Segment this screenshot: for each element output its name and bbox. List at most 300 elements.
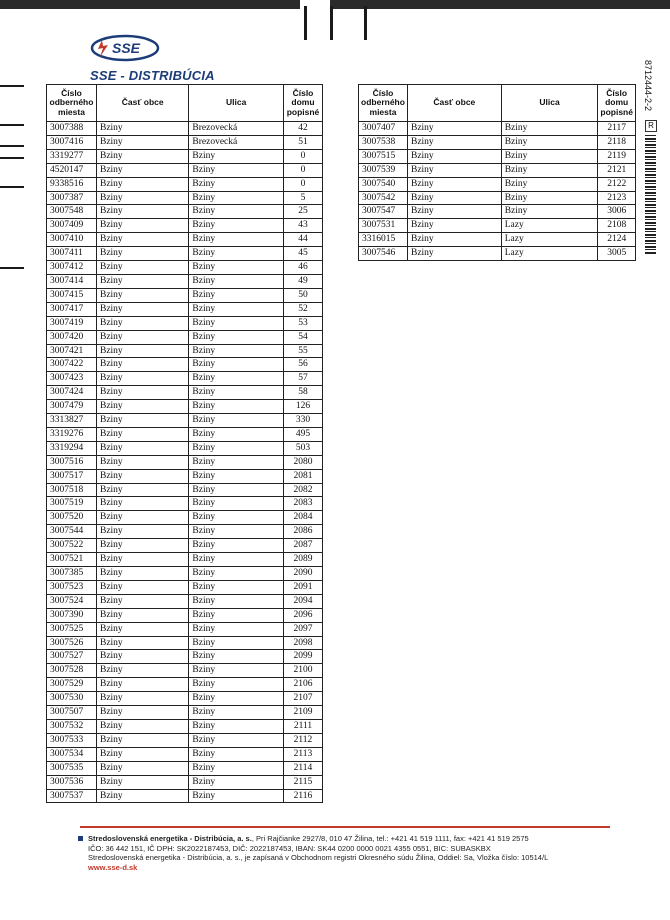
table-row bbox=[47, 274, 323, 288]
cell-ulica: Bziny bbox=[189, 400, 284, 414]
cell-ulica: Bziny bbox=[501, 163, 598, 177]
cell-cast-obce: Bziny bbox=[96, 288, 188, 302]
cell-cast-obce: Bziny bbox=[96, 122, 188, 136]
cell-cislo: 3007516 bbox=[47, 455, 97, 469]
cell-cast-obce: Bziny bbox=[96, 400, 188, 414]
cell-cast-obce: Bziny bbox=[96, 650, 188, 664]
cell-ulica: Bziny bbox=[189, 553, 284, 567]
cell-cislo: 3007407 bbox=[359, 122, 408, 136]
table-row bbox=[47, 414, 323, 428]
table-row bbox=[359, 191, 636, 205]
cell-cislo: 3007521 bbox=[47, 553, 97, 567]
cell-cislo: 3007528 bbox=[47, 664, 97, 678]
cell-cislo: 3007409 bbox=[47, 219, 97, 233]
left-table bbox=[46, 84, 323, 803]
cell-popisne: 45 bbox=[283, 247, 322, 261]
cell-popisne: 2108 bbox=[598, 219, 636, 233]
cell-popisne: 50 bbox=[283, 288, 322, 302]
cell-cislo: 3007518 bbox=[47, 483, 97, 497]
table-row bbox=[47, 302, 323, 316]
cell-cast-obce: Bziny bbox=[407, 177, 501, 191]
table-row bbox=[47, 247, 323, 261]
cell-popisne: 2112 bbox=[283, 733, 322, 747]
cell-cislo: 3007522 bbox=[47, 539, 97, 553]
cell-cast-obce: Bziny bbox=[96, 678, 188, 692]
table-row bbox=[47, 358, 323, 372]
cell-ulica: Bziny bbox=[189, 636, 284, 650]
cell-ulica: Bziny bbox=[189, 455, 284, 469]
cell-popisne: 2081 bbox=[283, 469, 322, 483]
cell-cast-obce: Bziny bbox=[96, 372, 188, 386]
header-cast-obce: Časť obce bbox=[407, 85, 501, 122]
footer-ids: IČO: 36 442 151, IČ DPH: SK2022187453, DIČ: 2022187453, IBAN: SK44 0200 0000 0021 4355 0551, BIC: SUBASKBX bbox=[88, 843, 491, 853]
table-row bbox=[47, 608, 323, 622]
cell-popisne: 56 bbox=[283, 358, 322, 372]
cell-ulica: Bziny bbox=[189, 288, 284, 302]
cell-ulica: Bziny bbox=[501, 177, 598, 191]
cell-popisne: 2106 bbox=[283, 678, 322, 692]
cell-cast-obce: Bziny bbox=[96, 163, 188, 177]
cell-popisne: 0 bbox=[283, 149, 322, 163]
cell-cast-obce: Bziny bbox=[96, 330, 188, 344]
cell-cast-obce: Bziny bbox=[96, 316, 188, 330]
cell-cislo: 3007531 bbox=[359, 219, 408, 233]
cell-cislo: 3319277 bbox=[47, 149, 97, 163]
cell-cast-obce: Bziny bbox=[96, 706, 188, 720]
table-row bbox=[47, 525, 323, 539]
cell-popisne: 2094 bbox=[283, 594, 322, 608]
cell-cast-obce: Bziny bbox=[96, 344, 188, 358]
cell-cislo: 3319294 bbox=[47, 441, 97, 455]
cell-popisne: 57 bbox=[283, 372, 322, 386]
cell-popisne: 2124 bbox=[598, 233, 636, 247]
cell-ulica: Bziny bbox=[189, 274, 284, 288]
cell-cislo: 3007414 bbox=[47, 274, 97, 288]
cell-ulica: Bziny bbox=[189, 163, 284, 177]
cell-cislo: 3007538 bbox=[359, 135, 408, 149]
cell-cast-obce: Bziny bbox=[96, 414, 188, 428]
table-row bbox=[47, 733, 323, 747]
table-row bbox=[47, 636, 323, 650]
scan-mark bbox=[0, 124, 24, 126]
cell-cast-obce: Bziny bbox=[96, 580, 188, 594]
cell-popisne: 2090 bbox=[283, 567, 322, 581]
document-code: 8712444-2-2 bbox=[643, 60, 653, 112]
table-row bbox=[359, 122, 636, 136]
header-cislo: Číslo odberného miesta bbox=[359, 85, 408, 122]
cell-popisne: 2100 bbox=[283, 664, 322, 678]
cell-cislo: 3007421 bbox=[47, 344, 97, 358]
table-row bbox=[47, 177, 323, 191]
cell-cast-obce: Bziny bbox=[96, 761, 188, 775]
table-row bbox=[47, 163, 323, 177]
cell-cislo: 3007530 bbox=[47, 692, 97, 706]
cell-popisne: 51 bbox=[283, 135, 322, 149]
table-row bbox=[47, 288, 323, 302]
cell-ulica: Bziny bbox=[189, 567, 284, 581]
cell-popisne: 2084 bbox=[283, 511, 322, 525]
table-row bbox=[47, 678, 323, 692]
table-row bbox=[47, 511, 323, 525]
cell-popisne: 5 bbox=[283, 191, 322, 205]
cell-ulica: Bziny bbox=[189, 233, 284, 247]
registered-mark: R bbox=[645, 120, 657, 132]
cell-ulica: Bziny bbox=[189, 344, 284, 358]
table-row bbox=[47, 441, 323, 455]
footer-address: , Pri Rajčianke 2927/8, 010 47 Žilina, tel.: +421 41 519 1111, fax: +421 41 519 2575 bbox=[251, 834, 529, 843]
table-row bbox=[47, 497, 323, 511]
table-row bbox=[47, 191, 323, 205]
cell-cast-obce: Bziny bbox=[407, 163, 501, 177]
footer-register: Stredoslovenská energetika - Distribúcia, a. s., je zapísaná v Obchodnom registri Okresného súdu Žilina, Oddiel: Sa, Vložka číslo: 10514/L bbox=[88, 853, 549, 862]
cell-cislo: 3007537 bbox=[47, 789, 97, 803]
cell-cast-obce: Bziny bbox=[407, 191, 501, 205]
cell-cast-obce: Bziny bbox=[96, 594, 188, 608]
cell-cislo: 3007412 bbox=[47, 261, 97, 275]
scan-mark bbox=[0, 145, 24, 147]
table-row bbox=[47, 135, 323, 149]
cell-popisne: 2091 bbox=[283, 580, 322, 594]
cell-cast-obce: Bziny bbox=[96, 553, 188, 567]
cell-popisne: 2096 bbox=[283, 608, 322, 622]
cell-cast-obce: Bziny bbox=[96, 733, 188, 747]
table-row bbox=[47, 775, 323, 789]
cell-popisne: 43 bbox=[283, 219, 322, 233]
table-row bbox=[359, 163, 636, 177]
cell-popisne: 2086 bbox=[283, 525, 322, 539]
cell-cislo: 3007519 bbox=[47, 497, 97, 511]
cell-cast-obce: Bziny bbox=[96, 719, 188, 733]
cell-cast-obce: Bziny bbox=[96, 274, 188, 288]
cell-cast-obce: Bziny bbox=[96, 219, 188, 233]
cell-popisne: 2113 bbox=[283, 747, 322, 761]
cell-cast-obce: Bziny bbox=[96, 302, 188, 316]
cell-cislo: 3007387 bbox=[47, 191, 97, 205]
cell-popisne: 330 bbox=[283, 414, 322, 428]
cell-cislo: 3007526 bbox=[47, 636, 97, 650]
cell-ulica: Bziny bbox=[189, 330, 284, 344]
cell-ulica: Bziny bbox=[501, 205, 598, 219]
header-popisne: Číslo domu popisné bbox=[598, 85, 636, 122]
table-row bbox=[47, 386, 323, 400]
cell-cast-obce: Bziny bbox=[96, 261, 188, 275]
cell-cast-obce: Bziny bbox=[96, 135, 188, 149]
table-row bbox=[47, 650, 323, 664]
cell-ulica: Bziny bbox=[189, 316, 284, 330]
cell-popisne: 2087 bbox=[283, 539, 322, 553]
cell-ulica: Bziny bbox=[189, 511, 284, 525]
cell-cislo: 3007417 bbox=[47, 302, 97, 316]
cell-popisne: 2114 bbox=[283, 761, 322, 775]
cell-ulica: Bziny bbox=[189, 678, 284, 692]
cell-popisne: 58 bbox=[283, 386, 322, 400]
table-row bbox=[47, 261, 323, 275]
table-row bbox=[47, 483, 323, 497]
cell-ulica: Bziny bbox=[501, 149, 598, 163]
cell-cast-obce: Bziny bbox=[96, 747, 188, 761]
cell-cislo: 3007535 bbox=[47, 761, 97, 775]
table-row bbox=[47, 539, 323, 553]
cell-ulica: Bziny bbox=[189, 664, 284, 678]
cell-popisne: 2082 bbox=[283, 483, 322, 497]
footer-divider bbox=[80, 826, 610, 828]
cell-cislo: 3007507 bbox=[47, 706, 97, 720]
cell-cast-obce: Bziny bbox=[96, 497, 188, 511]
cell-cislo: 3319276 bbox=[47, 427, 97, 441]
cell-cast-obce: Bziny bbox=[407, 247, 501, 261]
table-row bbox=[47, 789, 323, 803]
right-table bbox=[358, 84, 636, 261]
cell-cislo: 3007420 bbox=[47, 330, 97, 344]
table-row bbox=[47, 344, 323, 358]
cell-popisne: 2122 bbox=[598, 177, 636, 191]
table-row bbox=[47, 122, 323, 136]
cell-ulica: Lazy bbox=[501, 219, 598, 233]
cell-cislo: 3007388 bbox=[47, 122, 97, 136]
table-row bbox=[47, 219, 323, 233]
cell-ulica: Bziny bbox=[189, 247, 284, 261]
cell-ulica: Bziny bbox=[189, 539, 284, 553]
cell-ulica: Bziny bbox=[189, 191, 284, 205]
cell-cast-obce: Bziny bbox=[96, 608, 188, 622]
cell-cast-obce: Bziny bbox=[407, 122, 501, 136]
cell-cislo: 3007517 bbox=[47, 469, 97, 483]
cell-ulica: Bziny bbox=[189, 692, 284, 706]
table-row bbox=[47, 553, 323, 567]
cell-popisne: 2116 bbox=[283, 789, 322, 803]
cell-cast-obce: Bziny bbox=[407, 149, 501, 163]
table-row bbox=[359, 149, 636, 163]
cell-cislo: 3007416 bbox=[47, 135, 97, 149]
table-row bbox=[47, 372, 323, 386]
cell-cast-obce: Bziny bbox=[96, 789, 188, 803]
cell-cislo: 3313827 bbox=[47, 414, 97, 428]
cell-cislo: 3007390 bbox=[47, 608, 97, 622]
table-row bbox=[359, 135, 636, 149]
cell-cislo: 3007479 bbox=[47, 400, 97, 414]
brand-name: SSE - DISTRIBÚCIA bbox=[90, 68, 215, 83]
table-row bbox=[47, 455, 323, 469]
cell-ulica: Bziny bbox=[189, 789, 284, 803]
cell-cast-obce: Bziny bbox=[96, 247, 188, 261]
cell-ulica: Bziny bbox=[501, 135, 598, 149]
cell-popisne: 2109 bbox=[283, 706, 322, 720]
cell-cislo: 3007520 bbox=[47, 511, 97, 525]
binding-mark bbox=[330, 6, 333, 40]
cell-cast-obce: Bziny bbox=[407, 135, 501, 149]
cell-ulica: Bziny bbox=[189, 219, 284, 233]
table-row bbox=[47, 761, 323, 775]
cell-ulica: Bziny bbox=[189, 372, 284, 386]
header-ulica: Ulica bbox=[501, 85, 598, 122]
footer-company: Stredoslovenská energetika - Distribúcia, a. s. bbox=[88, 834, 252, 843]
footer-line-1 bbox=[88, 834, 628, 844]
footer-web-link[interactable]: www.sse-d.sk bbox=[88, 862, 138, 872]
cell-cislo: 3007539 bbox=[359, 163, 408, 177]
logo-text: SSE bbox=[111, 40, 141, 56]
cell-ulica: Bziny bbox=[189, 761, 284, 775]
table-row bbox=[47, 427, 323, 441]
cell-cislo: 3007423 bbox=[47, 372, 97, 386]
cell-ulica: Bziny bbox=[189, 622, 284, 636]
footer-bullet-icon bbox=[78, 836, 83, 841]
cell-cast-obce: Bziny bbox=[96, 622, 188, 636]
table-row bbox=[47, 692, 323, 706]
scan-top-edge bbox=[0, 0, 670, 9]
cell-popisne: 2123 bbox=[598, 191, 636, 205]
table-row bbox=[359, 233, 636, 247]
cell-cislo: 4520147 bbox=[47, 163, 97, 177]
table-row bbox=[47, 233, 323, 247]
scan-mark bbox=[0, 267, 24, 269]
cell-cast-obce: Bziny bbox=[407, 205, 501, 219]
cell-popisne: 52 bbox=[283, 302, 322, 316]
table-row bbox=[359, 219, 636, 233]
cell-cast-obce: Bziny bbox=[96, 636, 188, 650]
cell-cast-obce: Bziny bbox=[96, 469, 188, 483]
cell-ulica: Bziny bbox=[189, 205, 284, 219]
cell-popisne: 2107 bbox=[283, 692, 322, 706]
table-row bbox=[47, 149, 323, 163]
cell-ulica: Bziny bbox=[189, 483, 284, 497]
cell-popisne: 2083 bbox=[283, 497, 322, 511]
cell-popisne: 46 bbox=[283, 261, 322, 275]
cell-ulica: Bziny bbox=[189, 650, 284, 664]
table-row bbox=[47, 330, 323, 344]
cell-popisne: 2089 bbox=[283, 553, 322, 567]
table-row bbox=[47, 719, 323, 733]
table-row bbox=[47, 664, 323, 678]
cell-popisne: 2115 bbox=[283, 775, 322, 789]
cell-popisne: 2097 bbox=[283, 622, 322, 636]
cell-popisne: 2080 bbox=[283, 455, 322, 469]
table-row bbox=[47, 580, 323, 594]
table-row bbox=[47, 205, 323, 219]
table-row bbox=[47, 594, 323, 608]
scan-mark bbox=[0, 85, 24, 87]
cell-popisne: 3005 bbox=[598, 247, 636, 261]
header-cast-obce: Časť obce bbox=[96, 85, 188, 122]
cell-ulica: Bziny bbox=[189, 302, 284, 316]
cell-cast-obce: Bziny bbox=[407, 219, 501, 233]
cell-ulica: Bziny bbox=[189, 525, 284, 539]
cell-ulica: Bziny bbox=[189, 719, 284, 733]
cell-cast-obce: Bziny bbox=[96, 386, 188, 400]
cell-ulica: Brezovecká bbox=[189, 122, 284, 136]
cell-ulica: Brezovecká bbox=[189, 135, 284, 149]
cell-cast-obce: Bziny bbox=[96, 511, 188, 525]
cell-cislo: 9338516 bbox=[47, 177, 97, 191]
cell-cislo: 3007385 bbox=[47, 567, 97, 581]
cell-cast-obce: Bziny bbox=[96, 358, 188, 372]
cell-ulica: Lazy bbox=[501, 247, 598, 261]
cell-ulica: Bziny bbox=[189, 775, 284, 789]
cell-ulica: Bziny bbox=[189, 177, 284, 191]
cell-cislo: 3007542 bbox=[359, 191, 408, 205]
cell-cislo: 3007544 bbox=[47, 525, 97, 539]
cell-popisne: 55 bbox=[283, 344, 322, 358]
cell-ulica: Bziny bbox=[189, 594, 284, 608]
table-row bbox=[47, 469, 323, 483]
table-row bbox=[47, 706, 323, 720]
table-row bbox=[47, 400, 323, 414]
cell-cislo: 3007533 bbox=[47, 733, 97, 747]
table-row bbox=[47, 316, 323, 330]
cell-cast-obce: Bziny bbox=[96, 539, 188, 553]
cell-cislo: 3007548 bbox=[47, 205, 97, 219]
header-ulica: Ulica bbox=[189, 85, 284, 122]
binding-mark bbox=[364, 6, 367, 40]
cell-ulica: Bziny bbox=[189, 747, 284, 761]
cell-cislo: 3007415 bbox=[47, 288, 97, 302]
cell-ulica: Bziny bbox=[189, 706, 284, 720]
cell-cast-obce: Bziny bbox=[96, 177, 188, 191]
cell-ulica: Bziny bbox=[501, 191, 598, 205]
cell-popisne: 2111 bbox=[283, 719, 322, 733]
cell-popisne: 2118 bbox=[598, 135, 636, 149]
cell-popisne: 0 bbox=[283, 177, 322, 191]
cell-ulica: Bziny bbox=[189, 427, 284, 441]
cell-cislo: 3007525 bbox=[47, 622, 97, 636]
cell-ulica: Bziny bbox=[189, 149, 284, 163]
cell-popisne: 495 bbox=[283, 427, 322, 441]
cell-cast-obce: Bziny bbox=[96, 455, 188, 469]
cell-popisne: 2119 bbox=[598, 149, 636, 163]
cell-cast-obce: Bziny bbox=[96, 525, 188, 539]
cell-popisne: 2117 bbox=[598, 122, 636, 136]
cell-popisne: 2098 bbox=[283, 636, 322, 650]
cell-ulica: Bziny bbox=[189, 497, 284, 511]
cell-cast-obce: Bziny bbox=[96, 664, 188, 678]
cell-cast-obce: Bziny bbox=[96, 441, 188, 455]
cell-cast-obce: Bziny bbox=[407, 233, 501, 247]
cell-ulica: Bziny bbox=[189, 580, 284, 594]
cell-cislo: 3007410 bbox=[47, 233, 97, 247]
cell-cast-obce: Bziny bbox=[96, 427, 188, 441]
cell-cislo: 3316015 bbox=[359, 233, 408, 247]
cell-cislo: 3007529 bbox=[47, 678, 97, 692]
cell-ulica: Bziny bbox=[189, 733, 284, 747]
cell-cislo: 3007532 bbox=[47, 719, 97, 733]
cell-cislo: 3007527 bbox=[47, 650, 97, 664]
cell-ulica: Bziny bbox=[501, 122, 598, 136]
cell-popisne: 44 bbox=[283, 233, 322, 247]
cell-cislo: 3007422 bbox=[47, 358, 97, 372]
cell-cast-obce: Bziny bbox=[96, 692, 188, 706]
cell-ulica: Bziny bbox=[189, 441, 284, 455]
header-popisne: Číslo domu popisné bbox=[283, 85, 322, 122]
cell-ulica: Bziny bbox=[189, 261, 284, 275]
cell-cislo: 3007534 bbox=[47, 747, 97, 761]
cell-cast-obce: Bziny bbox=[96, 775, 188, 789]
cell-cast-obce: Bziny bbox=[96, 149, 188, 163]
cell-ulica: Bziny bbox=[189, 414, 284, 428]
cell-cislo: 3007411 bbox=[47, 247, 97, 261]
cell-ulica: Bziny bbox=[189, 386, 284, 400]
header-cislo: Číslo odberného miesta bbox=[47, 85, 97, 122]
cell-popisne: 2099 bbox=[283, 650, 322, 664]
scan-mark bbox=[0, 186, 24, 188]
sse-logo bbox=[90, 34, 160, 62]
cell-ulica: Bziny bbox=[189, 358, 284, 372]
cell-ulica: Lazy bbox=[501, 233, 598, 247]
cell-cislo: 3007547 bbox=[359, 205, 408, 219]
cell-popisne: 53 bbox=[283, 316, 322, 330]
cell-popisne: 42 bbox=[283, 122, 322, 136]
cell-popisne: 3006 bbox=[598, 205, 636, 219]
cell-popisne: 49 bbox=[283, 274, 322, 288]
cell-cast-obce: Bziny bbox=[96, 191, 188, 205]
